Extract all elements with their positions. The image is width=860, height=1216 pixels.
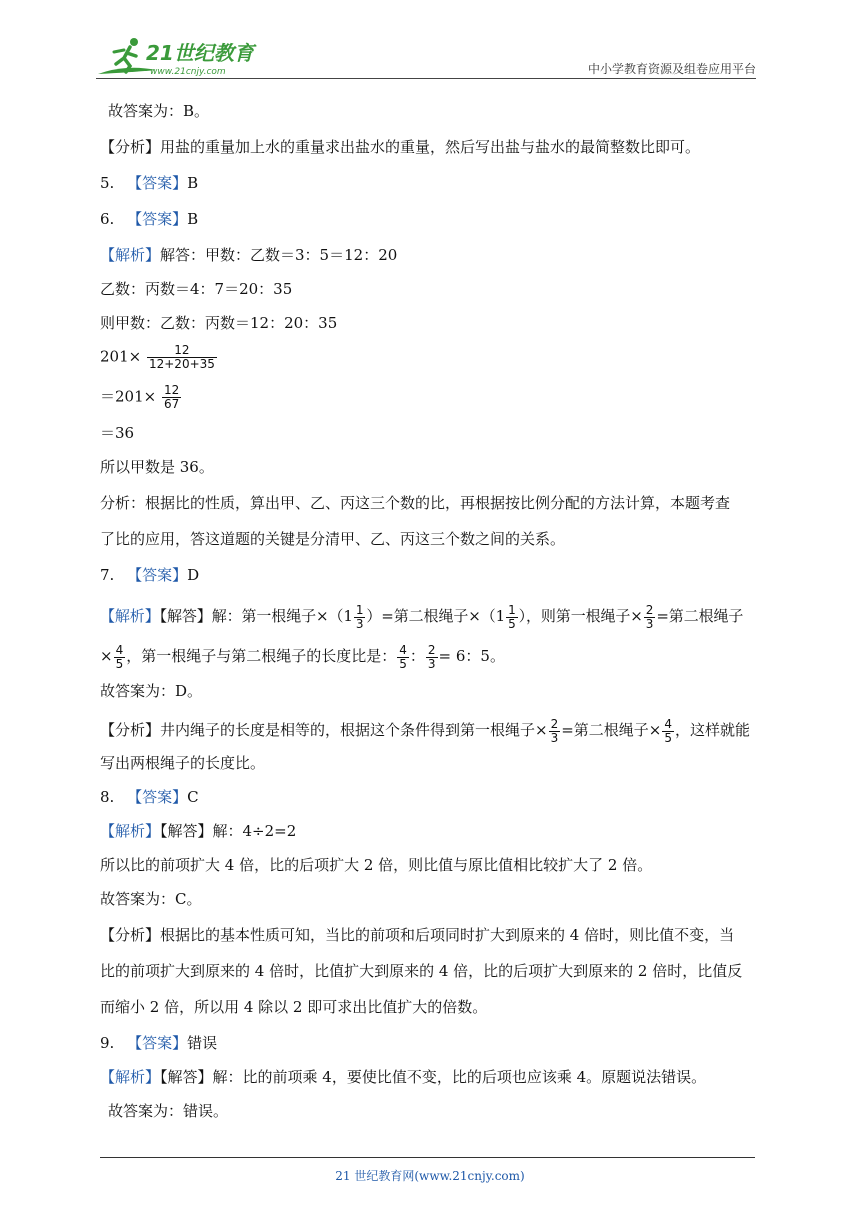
q6-number: 6. xyxy=(100,210,115,228)
q8-value: C xyxy=(187,788,199,806)
q8-analysis-1: 【分析】根据比的基本性质可知，当比的前项和后项同时扩大到原来的 4 倍时，则比值不变，当 xyxy=(100,926,735,944)
header-divider xyxy=(96,78,756,79)
analysis-line: 【分析】用盐的重量加上水的重量求出盐水的重量，然后写出盐与盐水的最简整数比即可。 xyxy=(100,138,701,156)
formula-prefix: 201× xyxy=(100,347,142,366)
fraction: $\frac{1}{5}$ xyxy=(508,602,516,631)
fraction: $\frac{12}{67}$ xyxy=(163,383,180,411)
explain-tag: 【解析】 xyxy=(100,822,161,840)
q8-analysis-2: 比的前项扩大到原来的 4 倍时，比值扩大到原来的 4 倍，比的后项扩大到原来的 2 倍时，比值反 xyxy=(100,962,743,980)
q8-line2: 所以比的前项扩大 4 倍，比的后项扩大 2 倍，则比值与原比值相比较扩大了 2 倍。 xyxy=(100,856,653,874)
answer-line: 故答案为：B。 xyxy=(108,102,210,120)
q6-value: B xyxy=(187,210,199,228)
runner-logo-icon xyxy=(96,34,266,78)
q6-line3: 则甲数：乙数：丙数＝12：20：35 xyxy=(100,314,338,332)
fraction: $\frac{1}{3}$ xyxy=(355,602,364,631)
answer-content xyxy=(100,100,760,1122)
q7-analysis-2: 写出两根绳子的长度比。 xyxy=(100,754,266,772)
explain-text: 解答：甲数：乙数＝3：5＝12：20 xyxy=(160,246,398,264)
q9-value: 错误 xyxy=(187,1034,218,1052)
fraction: $\frac{4}{5}$ xyxy=(115,642,124,671)
q9-answer xyxy=(100,1032,760,1054)
explain-tag: 【解析】 xyxy=(100,607,160,625)
explain-tag: 【解析】 xyxy=(100,1068,161,1086)
q5-value: B xyxy=(187,174,199,192)
q8-answer xyxy=(100,786,760,808)
q6-result: ＝36 xyxy=(100,424,135,442)
q8-analysis-3: 而缩小 2 倍，所以用 4 除以 2 即可求出比值扩大的倍数。 xyxy=(100,998,488,1016)
fraction: $\frac{4}{5}$ xyxy=(664,716,672,745)
logo-text: 21世纪教育 xyxy=(146,41,254,65)
footer-divider xyxy=(100,1157,755,1158)
footer-link[interactable]: 21 世纪教育网(www.21cnjy.com) xyxy=(335,1169,525,1183)
q9-explain: 【解析】【解答】解：比的前项乘 4，要使比值不变，比的后项也应该乘 4。原题说法错误。 xyxy=(100,1068,707,1086)
formula-prefix: ＝201× xyxy=(100,387,157,406)
q6-answer xyxy=(100,208,760,230)
answer-tag: 【答案】 xyxy=(127,788,188,806)
q6-explain xyxy=(100,244,760,266)
q6-formula1 xyxy=(100,344,760,378)
q7-number: 7. xyxy=(100,566,115,584)
q6-formula2 xyxy=(100,384,760,418)
q6-line2: 乙数：丙数＝4：7＝20：35 xyxy=(100,280,293,298)
q9-number: 9. xyxy=(100,1034,115,1052)
answer-tag: 【答案】 xyxy=(127,174,188,192)
q8-explain: 【解析】【解答】解：4÷2=2 xyxy=(100,822,297,840)
q7-conclusion: 故答案为：D。 xyxy=(100,682,203,700)
q8-conclusion: 故答案为：C。 xyxy=(100,890,202,908)
fraction: $\frac{4}{5}$ xyxy=(399,642,407,671)
q7-value: D xyxy=(187,566,200,584)
q7-explain-2: × $\frac{4}{5}$ ，第一根绳子与第二根绳子的长度比是： $\frac{4}{5}$ ： $\frac{2}{3}$ = 6：5。 xyxy=(100,642,505,671)
q7-answer xyxy=(100,564,760,586)
answer-tag: 【答案】 xyxy=(127,1034,188,1052)
platform-name: 中小学教育资源及组卷应用平台 xyxy=(587,62,756,76)
fraction: $\frac{2}{3}$ xyxy=(550,716,559,745)
q6-analysis-1: 分析：根据比的性质，算出甲、乙、丙这三个数的比，再根据按比例分配的方法计算，本题考查 xyxy=(100,494,731,512)
q5-number: 5. xyxy=(100,174,115,192)
fraction: $\frac{2}{3}$ xyxy=(645,602,654,631)
explain-tag: 【解析】 xyxy=(100,246,161,264)
q9-conclusion: 故答案为：错误。 xyxy=(108,1102,229,1120)
page-header xyxy=(96,32,756,78)
q7-analysis-1: 【分析】井内绳子的长度是相等的，根据这个条件得到第一根绳子× $\frac{2}{3}$ =第二根绳子× $\frac{4}{5}$ ，这样就能 xyxy=(100,716,751,745)
q7-explain: 【解析】【解答】解：第一根绳子×（1 $\frac{1}{3}$ ）=第二根绳子×（1 $\frac{1}{5}$ ），则第一根绳子× $\frac{2}{3}$ =第二根绳子 xyxy=(100,602,744,631)
q6-conclusion: 所以甲数是 36。 xyxy=(100,458,214,476)
fraction: $\frac{2}{3}$ xyxy=(427,642,436,671)
site-logo[interactable] xyxy=(96,34,266,78)
answer-tag: 【答案】 xyxy=(127,210,188,228)
answer-tag: 【答案】 xyxy=(127,566,188,584)
q8-number: 8. xyxy=(100,788,115,806)
fraction: $\frac{12}{12+20+35}$ xyxy=(148,343,215,371)
q5-answer xyxy=(100,172,760,194)
logo-url: www.21cnjy.com xyxy=(150,67,226,77)
q6-analysis-2: 了比的应用，答这道题的关键是分清甲、乙、丙这三个数之间的关系。 xyxy=(100,530,566,548)
